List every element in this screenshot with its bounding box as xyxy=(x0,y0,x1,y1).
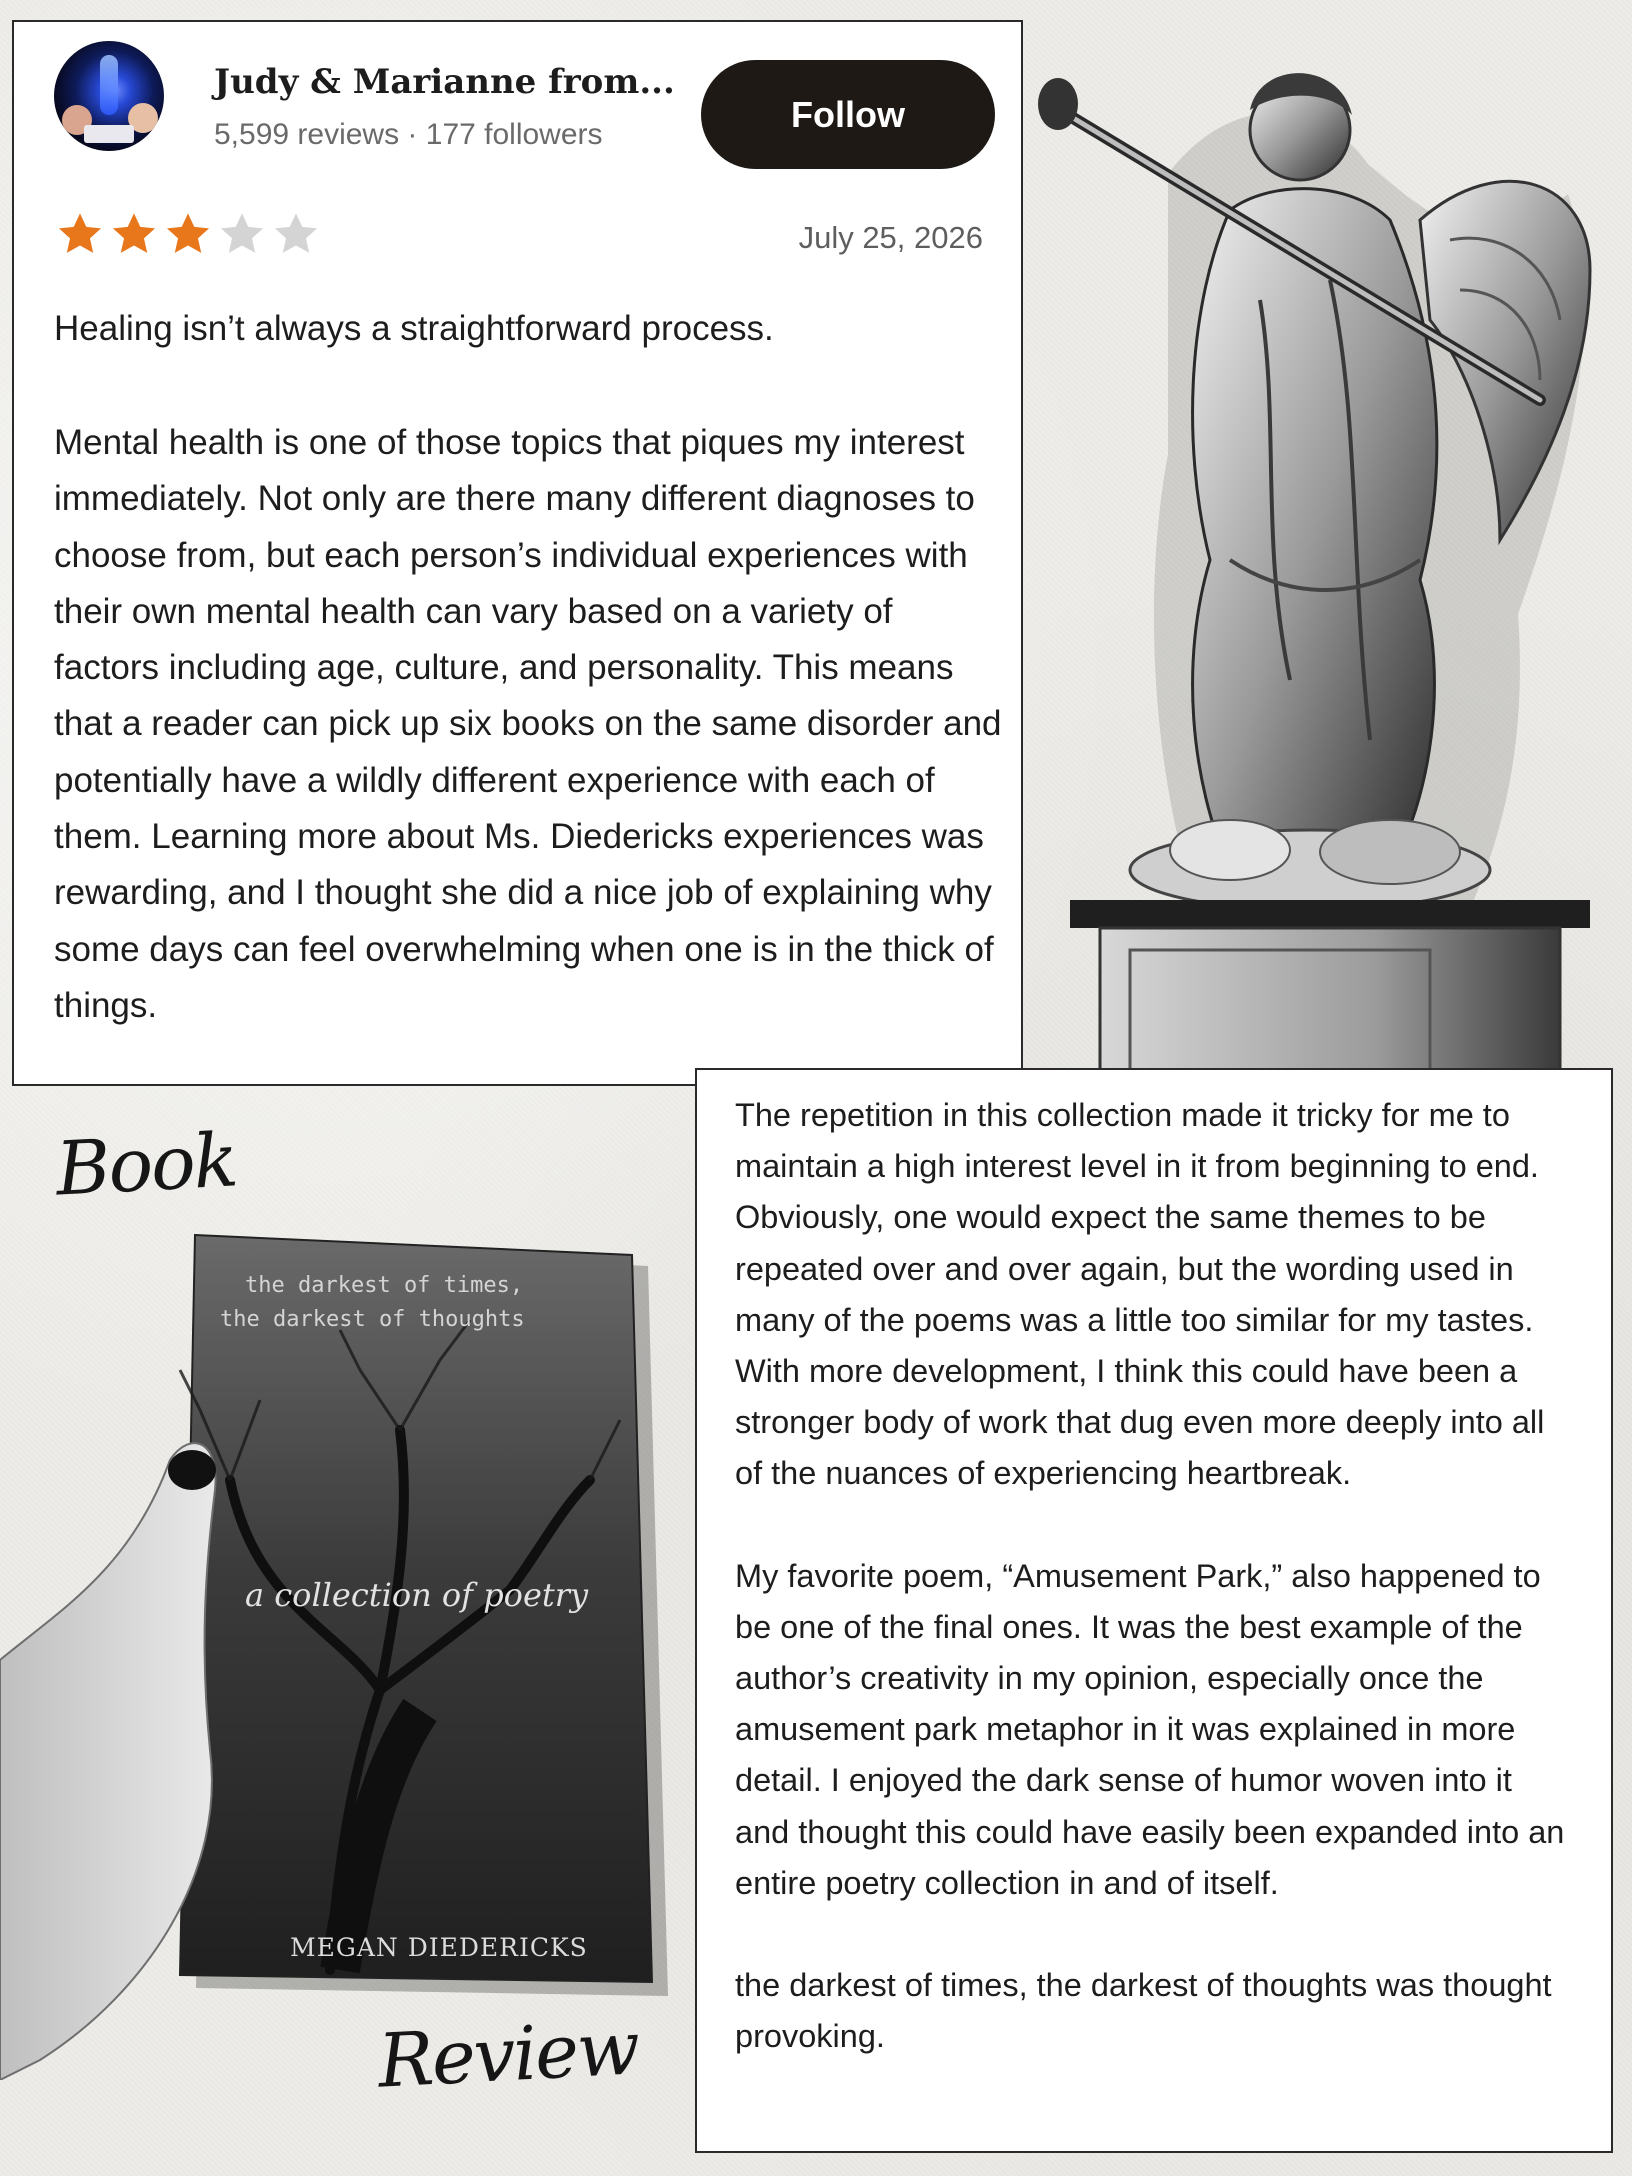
reviewer-name[interactable]: Judy & Marianne from... xyxy=(214,62,675,102)
star-rating xyxy=(54,208,322,260)
star-filled-icon xyxy=(162,208,214,260)
cover-title-line2: the darkest of thoughts xyxy=(220,1307,525,1332)
review-paragraph: My favorite poem, “Amusement Park,” also happened to be one of the final ones. It was the best example of the author’s creativity in my opinion, especially once the amusement park metaphor in it was explained in more detail. I enjoyed the dark sense of humor woven into it and thought this could have easily been expanded into an entire poetry collection in and of itself. xyxy=(735,1557,1565,1901)
review-paragraph: The repetition in this collection made it tricky for me to maintain a high interest level in it from beginning to end. Obviously, one would expect the same themes to be repeated over and over again, but the wording used in many of the poems was a little too similar for my tastes. With more development, I think this could have been a stronger body of work that dug even more deeply into all of the nuances of experiencing heartbreak. xyxy=(735,1097,1545,1492)
review-headline: Healing isn’t always a straightforward process. xyxy=(54,309,774,348)
book-in-hand-photo xyxy=(0,1230,680,2080)
cover-title-line1: the darkest of times, xyxy=(245,1273,524,1298)
cover-subtitle: a collection of poetry xyxy=(245,1576,589,1614)
review-paragraph: the darkest of times, the darkest of thoughts was thought provoking. xyxy=(735,1967,1552,2055)
follow-button[interactable]: Follow xyxy=(701,60,995,169)
review-date: July 25, 2026 xyxy=(798,220,983,255)
review-paragraph: Mental health is one of those topics that piques my interest immediately. Not only are there many different diagnoses to choose from, but each person’s individual experiences with their own mental health can vary based on a variety of factors including age, culture, and personality. This means that a reader can pick up six books on the same disorder and potentially have a wildly different experience with each of them. Learning more about Ms. Diedericks experiences was rewarding, and I thought she did a nice job of explaining why some days can feel overwhelming when one is in the thick of things. xyxy=(54,423,1002,1025)
star-empty-icon xyxy=(216,208,268,260)
angel-statue-image xyxy=(1030,40,1630,1070)
star-empty-icon xyxy=(270,208,322,260)
cover-author: MEGAN DIEDERICKS xyxy=(290,1933,588,1962)
reviewer-stats: 5,599 reviews · 177 followers xyxy=(214,118,603,151)
review-continuation-card xyxy=(695,1068,1613,2153)
review-card xyxy=(12,20,1023,1086)
script-book-heading: Book xyxy=(53,1117,239,1213)
script-review-heading: Review xyxy=(375,2005,641,2105)
star-filled-icon xyxy=(54,208,106,260)
avatar[interactable] xyxy=(54,41,164,151)
nail-polish xyxy=(168,1450,216,1490)
star-filled-icon xyxy=(108,208,160,260)
